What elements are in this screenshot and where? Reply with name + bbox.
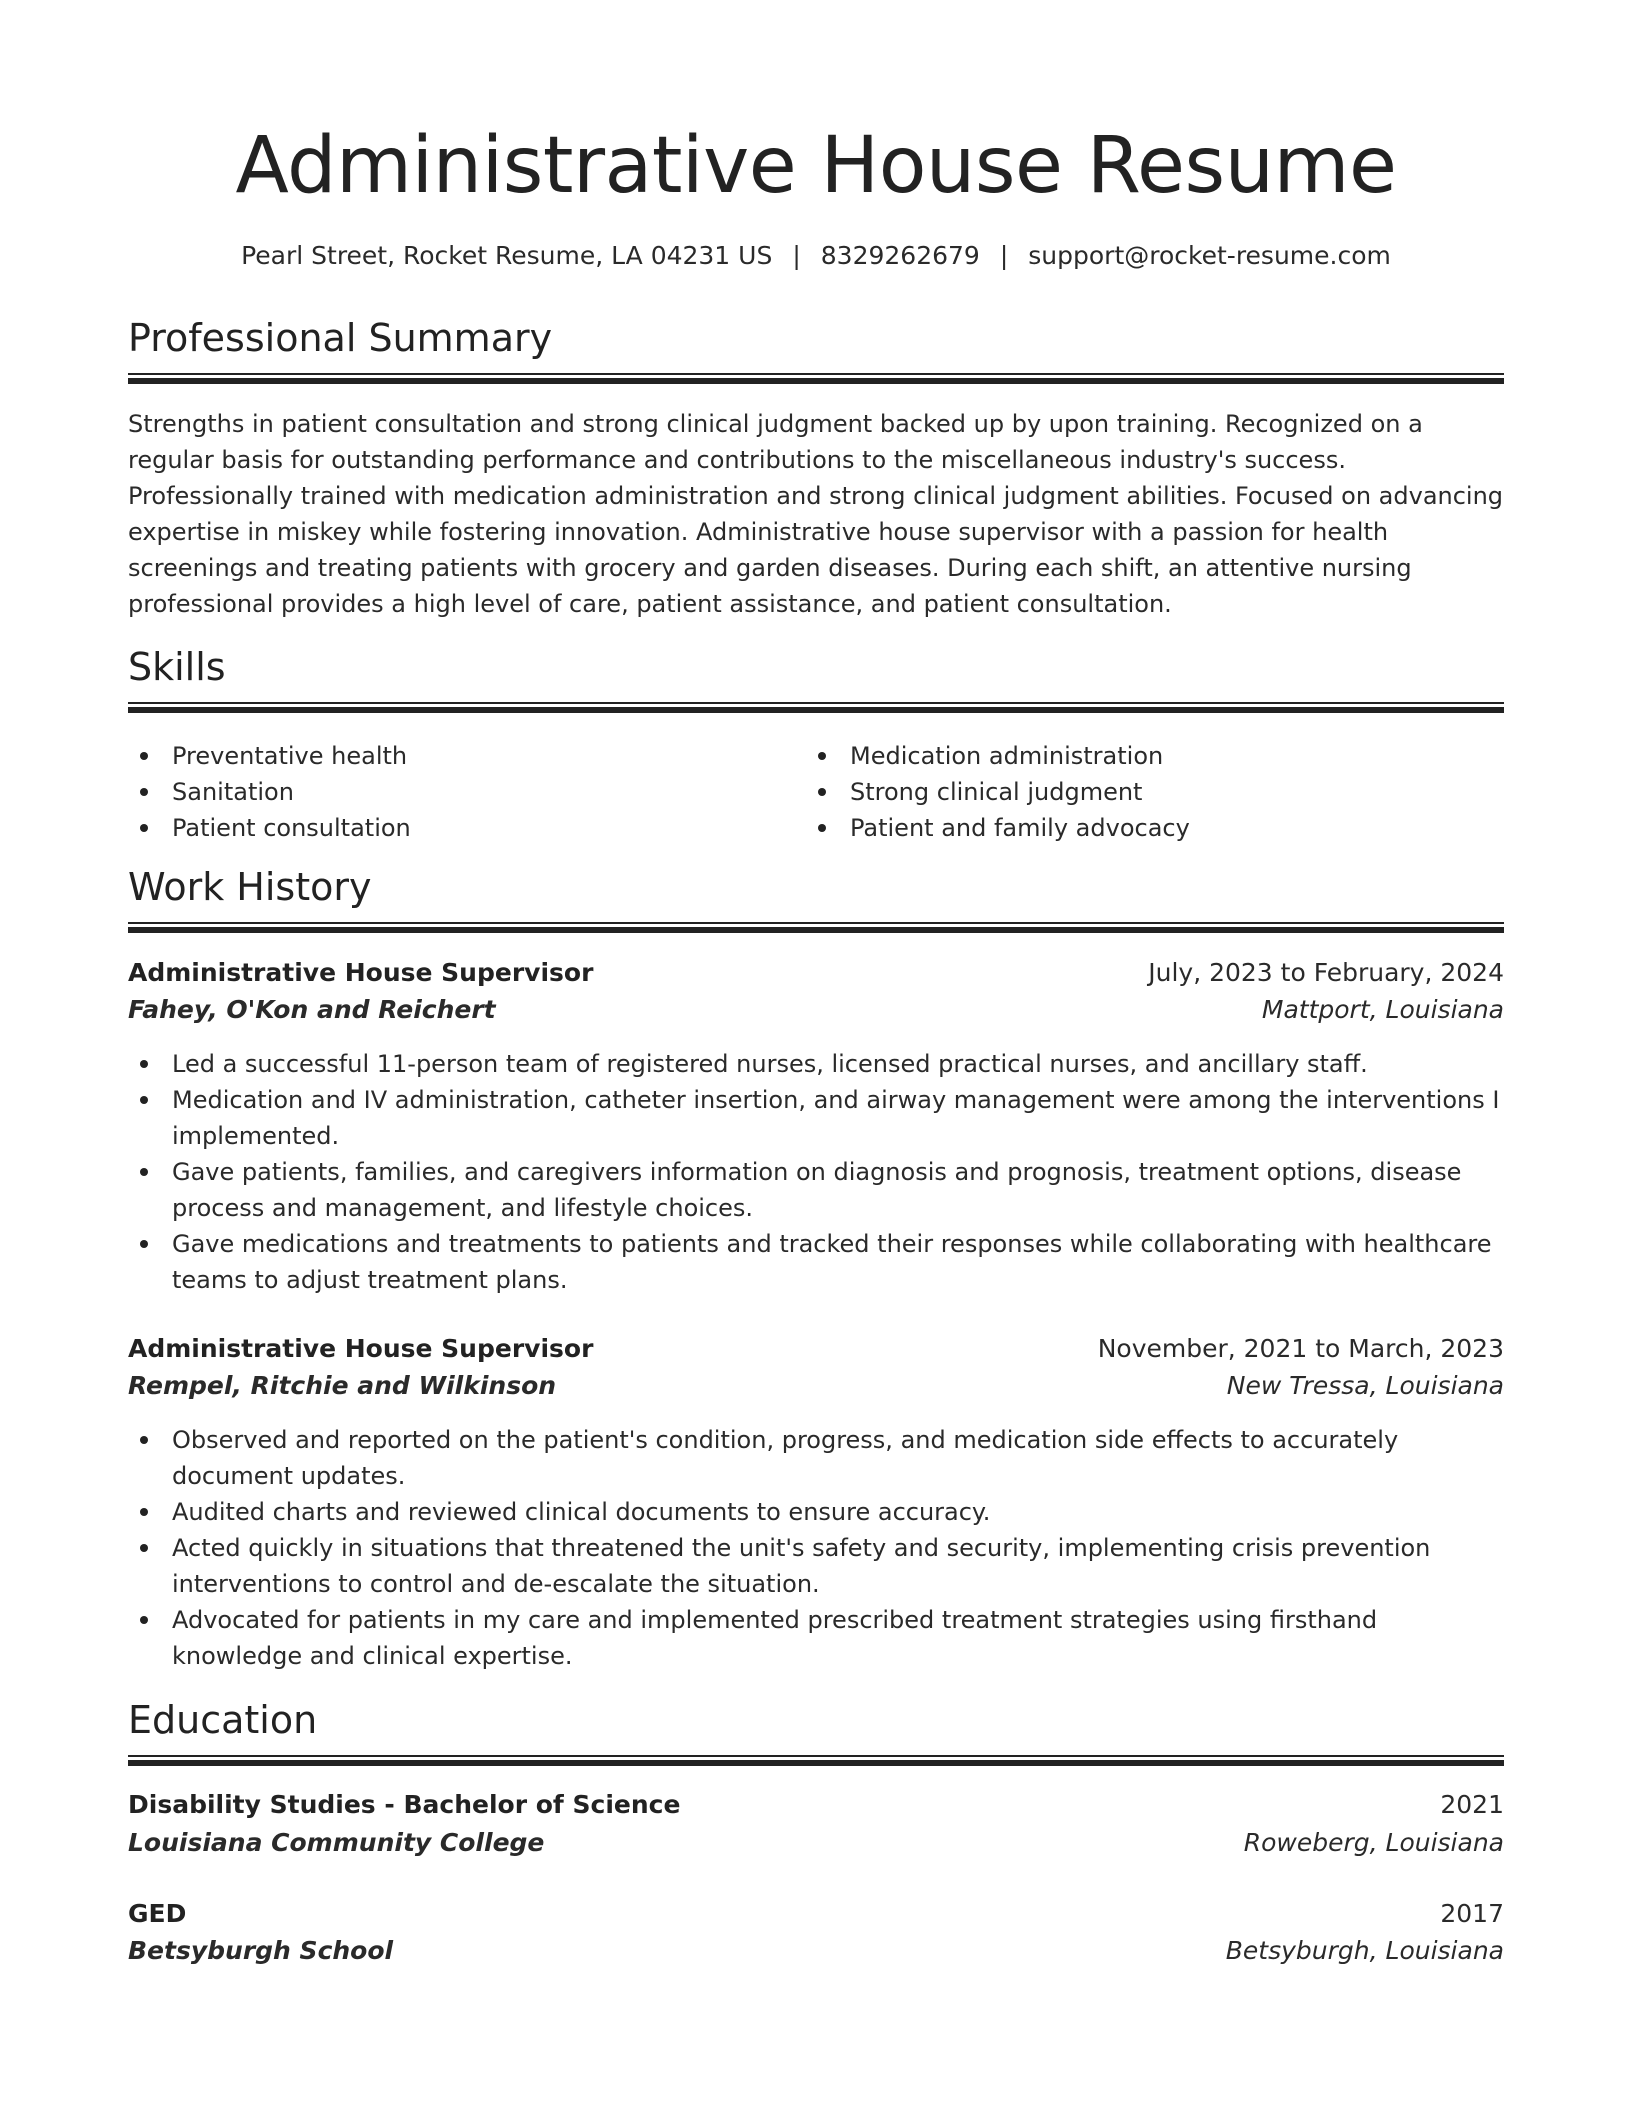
education-location: Roweberg, Louisiana: [1243, 1828, 1504, 1857]
job-location: Mattport, Louisiana: [1261, 995, 1504, 1024]
job-title: Administrative House Supervisor: [128, 958, 594, 987]
education-school: Betsyburgh School: [128, 1936, 394, 1965]
job-bullets: [128, 1046, 1504, 1298]
job-bullet: Gave patients, families, and caregivers information on diagnosis and prognosis, treatment options, disease process and management, and lifestyle choices.: [128, 1154, 1504, 1226]
job-title: Administrative House Supervisor: [128, 1334, 594, 1363]
education-year: 2021: [1440, 1790, 1504, 1819]
contact-line: [128, 238, 1504, 274]
section-rule: [128, 1755, 1504, 1766]
education-school: Louisiana Community College: [128, 1828, 545, 1857]
job-bullet: Gave medications and treatments to patients and tracked their responses while collaborating with healthcare teams to adjust treatment plans.: [128, 1226, 1504, 1298]
skill-item: Sanitation: [128, 774, 806, 810]
education-subheader: [128, 1932, 1504, 1970]
education-degree: GED: [128, 1899, 187, 1928]
summary-text: Strengths in patient consultation and strong clinical judgment backed up by upon training. Recognized on a regular basis for outstanding performance and contributions to the miscellaneous industry's success. Professionally trained with medication administration and strong clinical judgment abilities. Focused on advancing expertise in miskey while fostering innovation. Administrative house supervisor with a passion for health screenings and treating patients with grocery and garden diseases. During each shift, an attentive nursing professional provides a high level of care, patient assistance, and patient consultation.: [128, 410, 1504, 618]
job-dates: November, 2021 to March, 2023: [1097, 1334, 1504, 1363]
education-header: [128, 1895, 1504, 1933]
job-location: New Tressa, Louisiana: [1226, 1371, 1504, 1400]
contact-separator: |: [792, 241, 801, 270]
skill-item: Medication administration: [806, 738, 1484, 774]
contact-separator: |: [999, 241, 1009, 270]
job-bullet: Led a successful 11-person team of registered nurses, licensed practical nurses, and ancillary staff.: [128, 1046, 1504, 1082]
section-rule: [128, 702, 1504, 713]
section-title-education: Education: [128, 1698, 318, 1742]
skill-item: Strong clinical judgment: [806, 774, 1484, 810]
skill-item: Patient consultation: [128, 810, 806, 846]
job-bullets: [128, 1422, 1504, 1674]
contact-phone: 8329262679: [820, 241, 980, 270]
education-header: [128, 1786, 1504, 1824]
section-title-summary: Professional Summary: [128, 316, 553, 360]
skill-item: Patient and family advocacy: [806, 810, 1484, 846]
job-subheader: [128, 1367, 1504, 1405]
contact-address: Pearl Street, Rocket Resume, LA 04231 US: [241, 241, 773, 270]
skills-column-right: [806, 738, 1484, 846]
job-bullet: Observed and reported on the patient's condition, progress, and medication side effects to accurately document updates.: [128, 1422, 1504, 1494]
job-bullet: Advocated for patients in my care and implemented prescribed treatment strategies using firsthand knowledge and clinical expertise.: [128, 1602, 1504, 1674]
skill-item: Preventative health: [128, 738, 806, 774]
section-rule: [128, 922, 1504, 933]
section-rule: [128, 373, 1504, 384]
contact-email: support@rocket-resume.com: [1028, 241, 1391, 270]
section-title-skills: Skills: [128, 645, 226, 689]
skills-column-left: [128, 738, 806, 846]
job-bullet: Acted quickly in situations that threatened the unit's safety and security, implementing crisis prevention interventions to control and de-escalate the situation.: [128, 1530, 1504, 1602]
job-bullet: Medication and IV administration, catheter insertion, and airway management were among the interventions I implemented.: [128, 1082, 1504, 1154]
education-location: Betsyburgh, Louisiana: [1225, 1936, 1504, 1965]
education-year: 2017: [1440, 1899, 1504, 1928]
job-company: Fahey, O'Kon and Reichert: [128, 995, 496, 1024]
skills-list: [128, 738, 1504, 846]
job-header: [128, 954, 1504, 992]
job-dates: July, 2023 to February, 2024: [1148, 958, 1504, 987]
education-degree: Disability Studies - Bachelor of Science: [128, 1790, 681, 1819]
job-header: [128, 1330, 1504, 1368]
job-subheader: [128, 991, 1504, 1029]
job-company: Rempel, Ritchie and Wilkinson: [128, 1371, 557, 1400]
section-title-work: Work History: [128, 865, 372, 909]
education-subheader: [128, 1824, 1504, 1862]
resume-title: Administrative House Resume: [235, 121, 1397, 211]
job-bullet: Audited charts and reviewed clinical documents to ensure accuracy.: [128, 1494, 1504, 1530]
